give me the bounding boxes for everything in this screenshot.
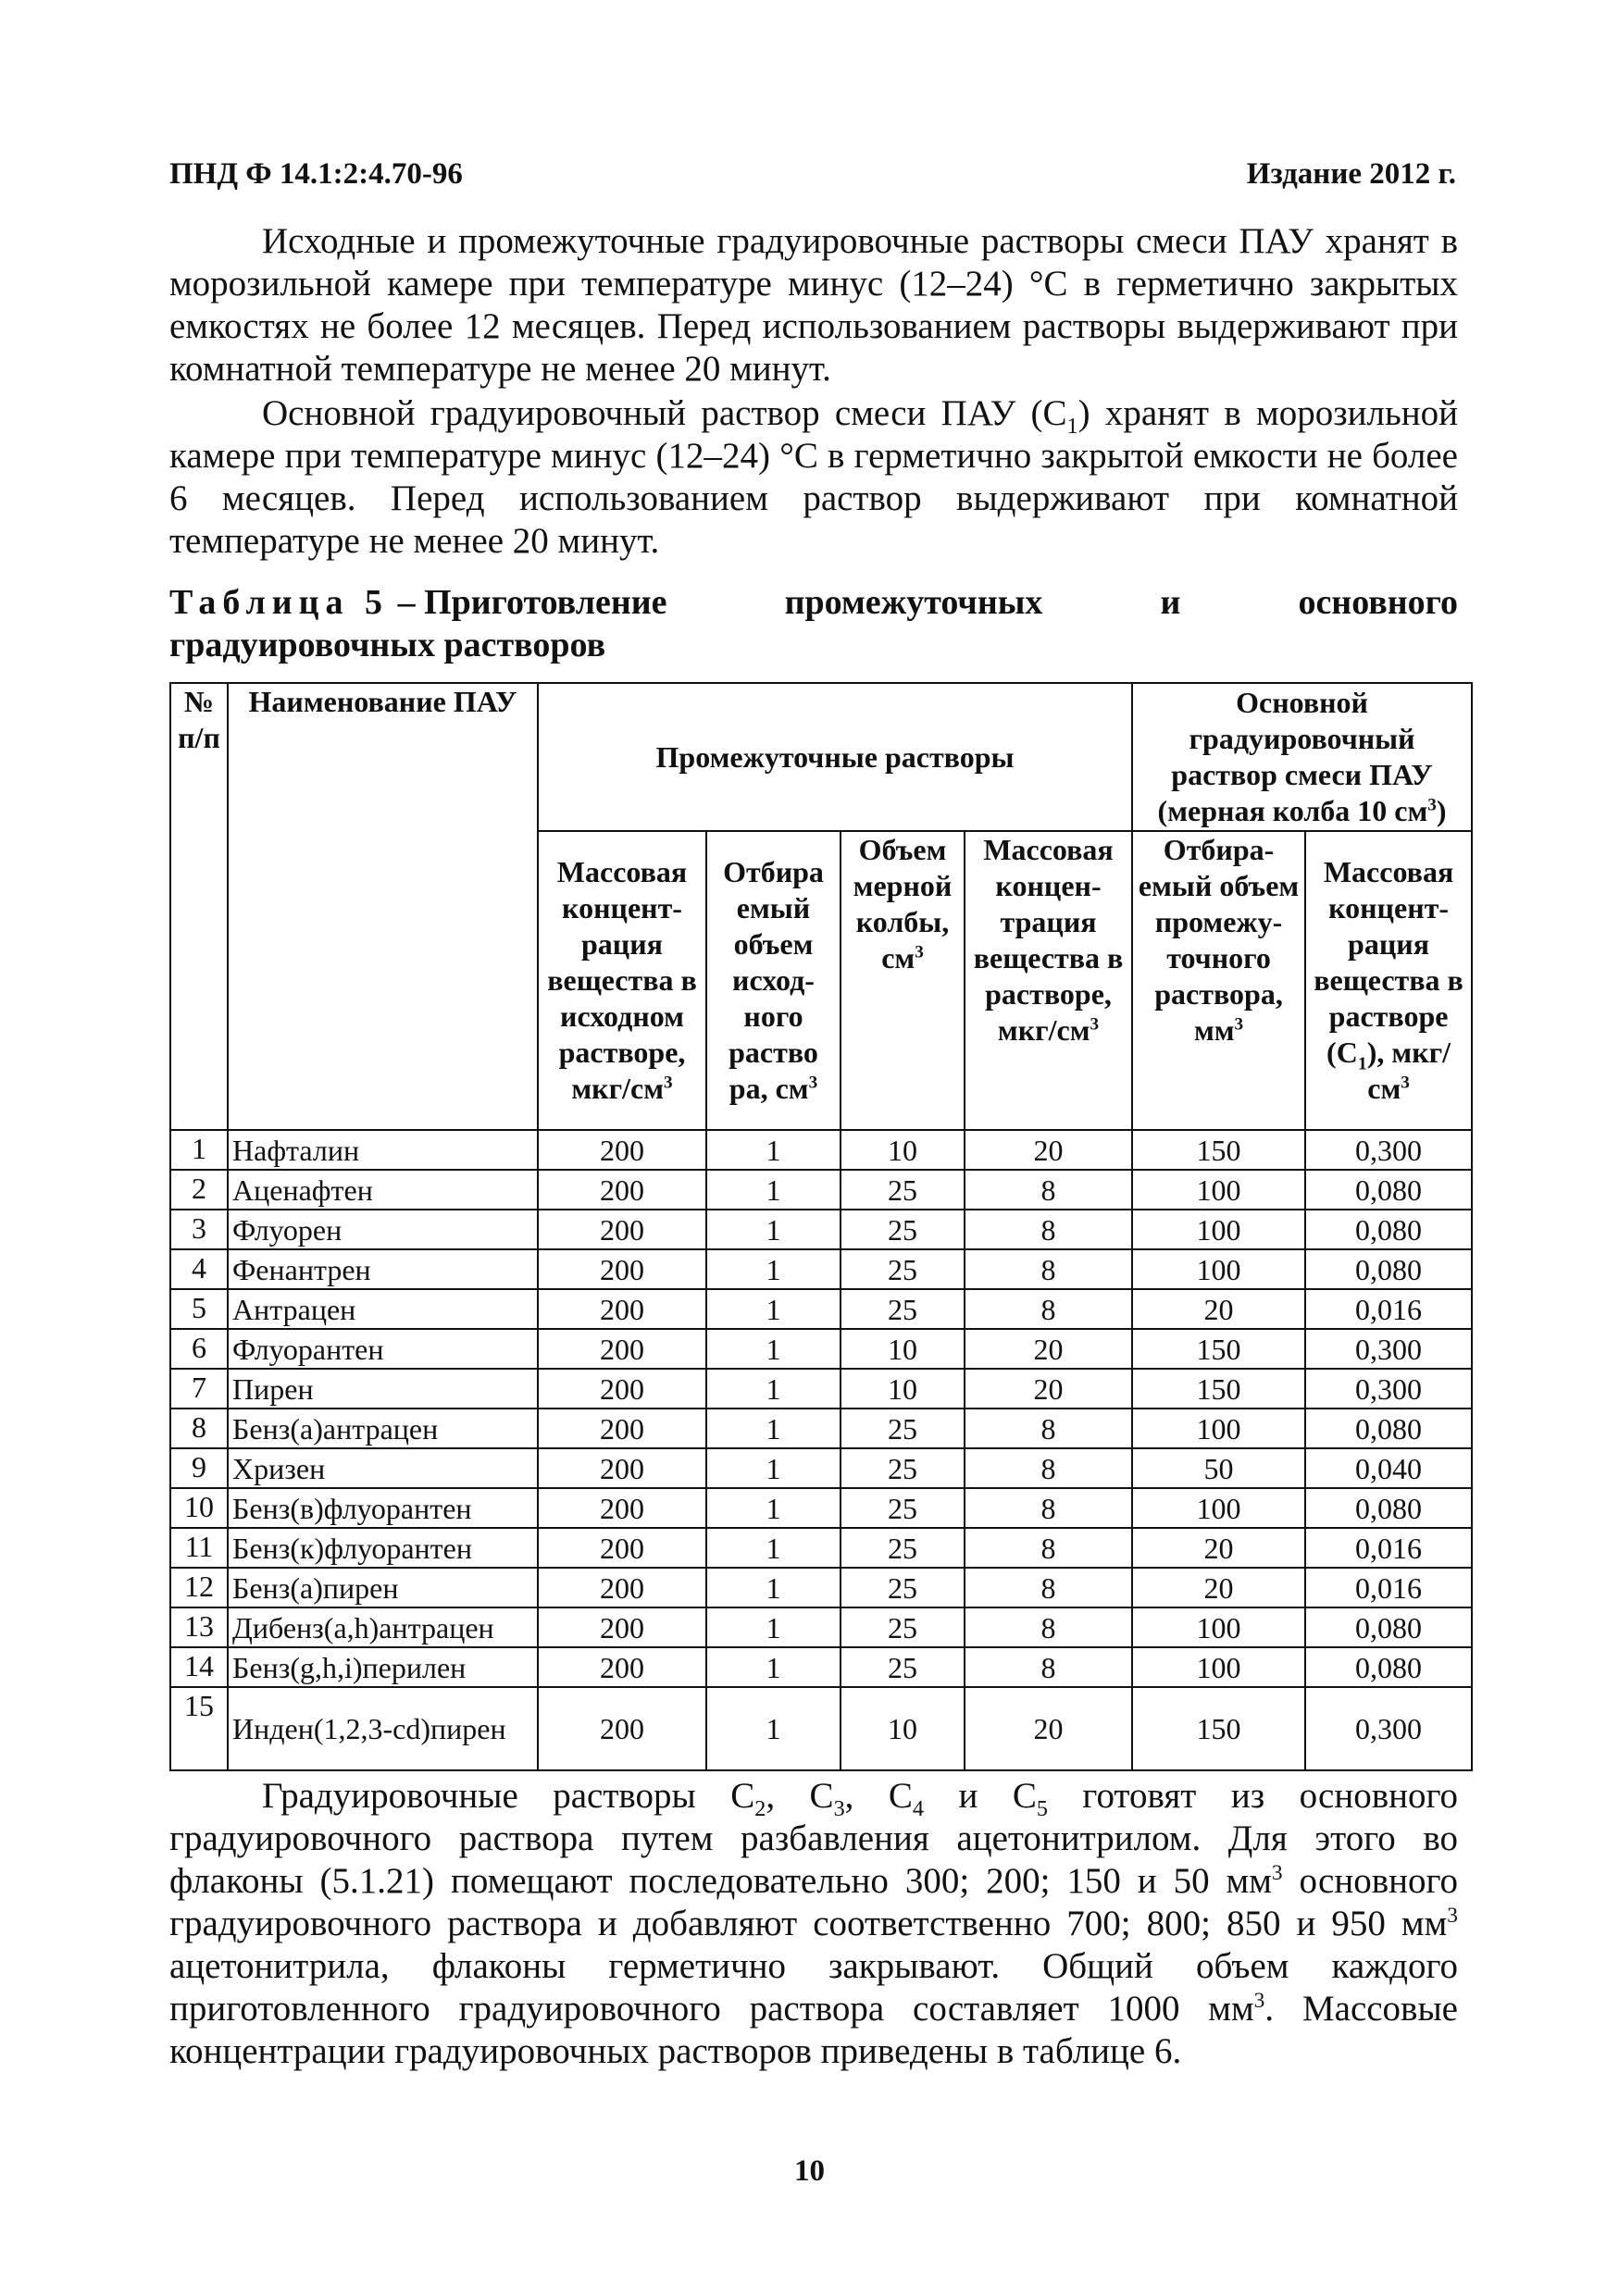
source-volume: 1 [706,1528,841,1568]
intermediate-volume: 100 [1132,1647,1305,1687]
flask-volume: 25 [841,1409,965,1448]
header-intermediate: Промежуточные растворы [538,683,1132,831]
source-volume: 1 [706,1170,841,1210]
source-volume: 1 [706,1329,841,1369]
table-caption: Таблица 5 – Приготовление промежуточных и основного градуировочных растворов [169,583,1458,664]
source-concentration: 200 [538,1448,706,1488]
header-name: Наименование ПАУ [228,683,538,1130]
intermediate-concentration: 8 [965,1170,1132,1210]
source-concentration: 200 [538,1210,706,1249]
source-volume: 1 [706,1488,841,1528]
main-concentration: 0,300 [1305,1687,1472,1770]
page-number: 10 [794,2154,825,2188]
source-concentration: 200 [538,1607,706,1647]
intermediate-concentration: 8 [965,1210,1132,1249]
intermediate-concentration: 8 [965,1607,1132,1647]
document-code: ПНД Ф 14.1:2:4.70-96 [169,157,463,191]
source-volume: 1 [706,1130,841,1170]
main-concentration: 0,300 [1305,1130,1472,1170]
compound-name: Хризен [228,1448,538,1488]
flask-volume: 10 [841,1130,965,1170]
main-concentration: 0,080 [1305,1409,1472,1448]
row-number: 4 [170,1249,228,1289]
intermediate-concentration: 20 [965,1130,1132,1170]
table-row [170,1289,1472,1329]
compound-name: Бенз(g,h,i)перилен [228,1647,538,1687]
main-concentration: 0,300 [1305,1329,1472,1369]
main-concentration: 0,016 [1305,1568,1472,1607]
intermediate-volume: 20 [1132,1289,1305,1329]
edition-label: Издание 2012 г. [1246,157,1456,191]
source-concentration: 200 [538,1687,706,1770]
intermediate-volume: 20 [1132,1528,1305,1568]
intermediate-concentration: 20 [965,1369,1132,1409]
intermediate-volume: 100 [1132,1488,1305,1528]
source-concentration: 200 [538,1488,706,1528]
source-concentration: 200 [538,1289,706,1329]
flask-volume: 25 [841,1607,965,1647]
table-row [170,1568,1472,1607]
intermediate-volume: 150 [1132,1130,1305,1170]
intermediate-volume: 100 [1132,1607,1305,1647]
source-volume: 1 [706,1647,841,1687]
row-number: 8 [170,1409,228,1448]
compound-name: Антрацен [228,1289,538,1329]
row-number: 2 [170,1170,228,1210]
row-number: 10 [170,1488,228,1528]
header-col-source-conc: Массовая концент-рация вещества в исходном растворе, мкг/$см^3$ [538,831,706,1130]
row-number: 3 [170,1210,228,1249]
flask-volume: 25 [841,1647,965,1687]
flask-volume: 25 [841,1249,965,1289]
intermediate-volume: 100 [1132,1210,1305,1249]
intermediate-volume: 150 [1132,1329,1305,1369]
flask-volume: 25 [841,1568,965,1607]
source-volume: 1 [706,1448,841,1488]
main-concentration: 0,016 [1305,1528,1472,1568]
source-volume: 1 [706,1568,841,1607]
header-number: № п/п [170,683,228,1130]
source-concentration: 200 [538,1568,706,1607]
intermediate-concentration: 20 [965,1329,1132,1369]
intermediate-concentration: 20 [965,1687,1132,1770]
intermediate-volume: 50 [1132,1448,1305,1488]
table-row [170,1607,1472,1647]
compound-name: Пирен [228,1369,538,1409]
intermediate-concentration: 8 [965,1249,1132,1289]
row-number: 7 [170,1369,228,1409]
row-number: 1 [170,1130,228,1170]
header-col-intermediate-conc: Массовая концен-трация вещества в растворе, мкг/$см^3$ [965,831,1132,1130]
compound-name: Флуорен [228,1210,538,1249]
compound-name: Инден(1,2,3-cd)пирен [228,1687,538,1770]
intermediate-volume: 100 [1132,1409,1305,1448]
source-volume: 1 [706,1249,841,1289]
row-number: 12 [170,1568,228,1607]
intermediate-volume: 150 [1132,1687,1305,1770]
compound-name: Бенз(к)флуорантен [228,1528,538,1568]
source-concentration: 200 [538,1130,706,1170]
flask-volume: 10 [841,1687,965,1770]
row-number: 14 [170,1647,228,1687]
row-number: 9 [170,1448,228,1488]
table-row [170,1130,1472,1170]
compound-name: Нафталин [228,1130,538,1170]
intermediate-concentration: 8 [965,1409,1132,1448]
source-concentration: 200 [538,1329,706,1369]
paragraph-storage-main: Основной градуировочный раствор смеси ПАУ $(С_1)$ хранят в морозильной камере при температуре минус (12–24) °С в герметично закрытой емкости не более 6 месяцев. Перед использованием раствор выдерживают при комнатной температуре не менее 20 минут. [169,393,1459,561]
table-row [170,1528,1472,1568]
main-concentration: 0,016 [1305,1289,1472,1329]
table-row [170,1647,1472,1687]
intermediate-concentration: 8 [965,1448,1132,1488]
intermediate-volume: 100 [1132,1170,1305,1210]
header-col-main-conc: Массовая концент-рация вещества в растворе $(С_1)$, мкг/$см^3$ [1305,831,1472,1130]
paragraph-storage-intermediate: Исходные и промежуточные градуировочные растворы смеси ПАУ хранят в морозильной камере при температуре минус (12–24) °С в герметично закрытых емкостях не более 12 месяцев. Перед использованием растворы выдерживают при комнатной температуре не менее 20 минут. [169,221,1458,389]
intermediate-concentration: 8 [965,1528,1132,1568]
row-number: 13 [170,1607,228,1647]
paragraph-dilution: Градуировочные растворы $С_2$, $С_3$, $С_4$ и $С_5$ готовят из основного градуировочного раствора путем разбавления ацетонитрилом. Для этого во флаконы (5.1.21) помещают последовательно 300; 200; 150 и 50 $мм^3$ основного градуировочного раствора и добавляют соответственно 700; 800; 850 и 950 $мм^3$ ацетонитрила, флаконы герметично закрывают. Общий объем каждого приготовленного градуировочного раствора составляет 1000 $мм^3$. Массовые концентрации градуировочных растворов приведены в таблице 6. [169,1776,1459,2071]
main-concentration: 0,080 [1305,1488,1472,1528]
source-volume: 1 [706,1210,841,1249]
table-row [170,1329,1472,1369]
source-volume: 1 [706,1687,841,1770]
table-row [170,1448,1472,1488]
compound-name: Дибенз(a,h)антрацен [228,1607,538,1647]
compound-name: Аценафтен [228,1170,538,1210]
intermediate-volume: 100 [1132,1249,1305,1289]
row-number: 15 [170,1687,228,1770]
source-concentration: 200 [538,1409,706,1448]
compound-name: Бенз(а)антрацен [228,1409,538,1448]
flask-volume: 10 [841,1369,965,1409]
table-row [170,1170,1472,1210]
compound-name: Бенз(в)флуорантен [228,1488,538,1528]
main-concentration: 0,080 [1305,1647,1472,1687]
intermediate-concentration: 8 [965,1647,1132,1687]
table-row [170,1488,1472,1528]
source-concentration: 200 [538,1249,706,1289]
source-concentration: 200 [538,1647,706,1687]
compound-name: Флуорантен [228,1329,538,1369]
source-volume: 1 [706,1409,841,1448]
intermediate-volume: 20 [1132,1568,1305,1607]
header-col-intermediate-volume: Отбира-емый объем промежу-точного раствора, $мм^3$ [1132,831,1305,1130]
intermediate-concentration: 8 [965,1488,1132,1528]
compound-name: Фенантрен [228,1249,538,1289]
caption-label: Таблица 5 [169,583,390,622]
flask-volume: 25 [841,1448,965,1488]
source-volume: 1 [706,1369,841,1409]
main-concentration: 0,080 [1305,1170,1472,1210]
intermediate-concentration: 8 [965,1568,1132,1607]
header-main-solution: Основной градуировочный раствор смеси ПАУ (мерная колба 10 $см^3$) [1132,683,1472,831]
table-row [170,1210,1472,1249]
flask-volume: 25 [841,1170,965,1210]
intermediate-volume: 150 [1132,1369,1305,1409]
source-volume: 1 [706,1607,841,1647]
intermediate-concentration: 8 [965,1289,1132,1329]
main-concentration: 0,080 [1305,1210,1472,1249]
flask-volume: 10 [841,1329,965,1369]
table-row [170,1249,1472,1289]
header-col-flask-volume: Объем мерной колбы, $см^3$ [841,831,965,1130]
table-row [170,1409,1472,1448]
flask-volume: 25 [841,1210,965,1249]
header-col-source-volume: Отбира емый объем исход-ного раство ра, $см^3$ [706,831,841,1130]
source-concentration: 200 [538,1369,706,1409]
flask-volume: 25 [841,1528,965,1568]
compound-name: Бенз(а)пирен [228,1568,538,1607]
main-concentration: 0,300 [1305,1369,1472,1409]
flask-volume: 25 [841,1488,965,1528]
source-volume: 1 [706,1289,841,1329]
flask-volume: 25 [841,1289,965,1329]
row-number: 11 [170,1528,228,1568]
table-row [170,1369,1472,1409]
preparation-table [169,682,1473,1771]
main-concentration: 0,040 [1305,1448,1472,1488]
source-concentration: 200 [538,1170,706,1210]
table-row [170,1687,1472,1770]
main-concentration: 0,080 [1305,1249,1472,1289]
main-concentration: 0,080 [1305,1607,1472,1647]
row-number: 6 [170,1329,228,1369]
source-concentration: 200 [538,1528,706,1568]
row-number: 5 [170,1289,228,1329]
